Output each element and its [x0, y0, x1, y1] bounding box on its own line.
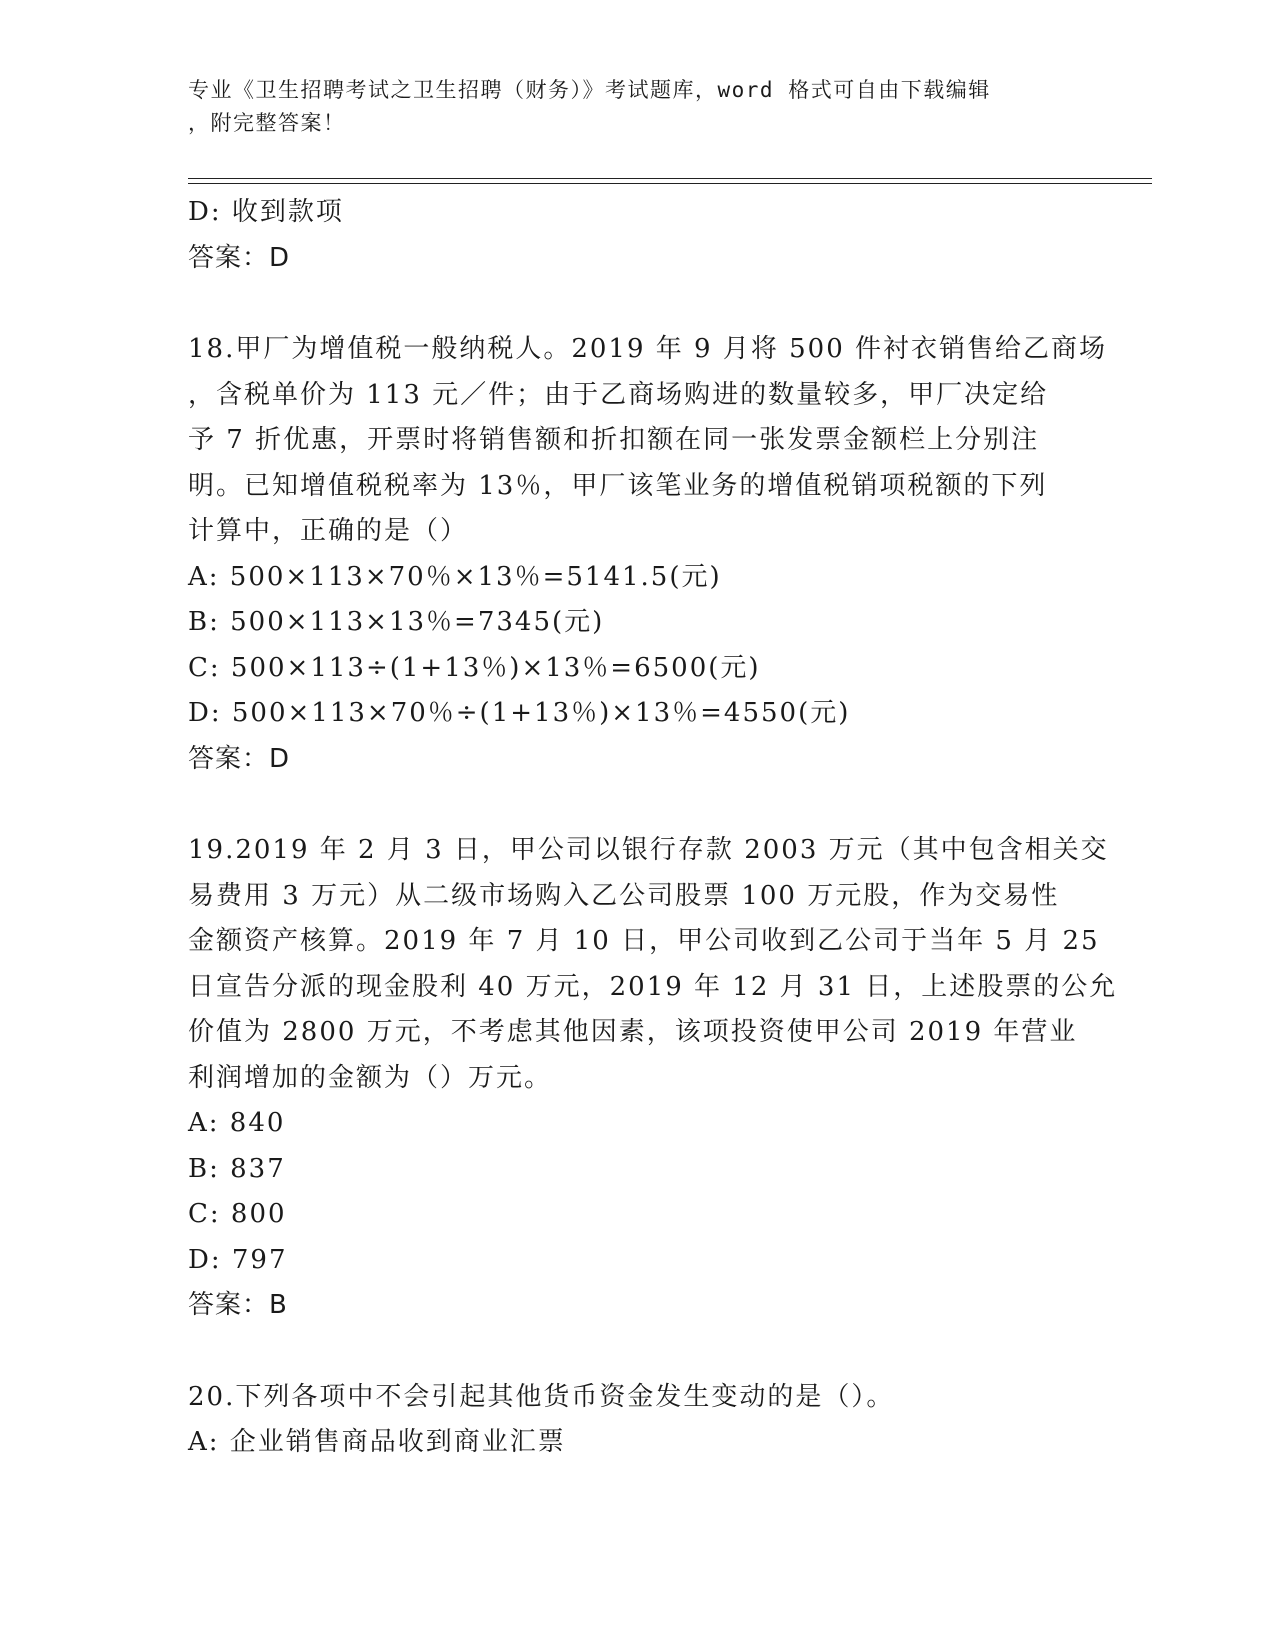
option-a: A: 企业销售商品收到商业汇票 — [188, 1427, 566, 1457]
header-divider-bottom — [188, 183, 1152, 184]
option-a: A: 500×113×70％×13％=5141.5(元) — [188, 561, 722, 592]
question-stem-line: 价值为 2800 万元，不考虑其他因素，该项投资使甲公司 2019 年营业 — [188, 1017, 1078, 1047]
question-stem-line: ，含税单价为 113 元／件；由于乙商场购进的数量较多，甲厂决定给 — [188, 379, 1049, 410]
answer-line: 答案：D — [188, 242, 291, 273]
question-stem-line: 明。已知增值税税率为 13％，甲厂该笔业务的增值税销项税额的下列 — [188, 470, 1048, 501]
document-header — [188, 74, 1088, 140]
option-d: D: 797 — [188, 1244, 288, 1275]
question-17-tail — [188, 190, 1088, 281]
option-d: D: 500×113×70％÷(1+13％)×13％=4550(元) — [188, 698, 851, 728]
answer-line: 答案：D — [188, 743, 291, 774]
option-d: D: 收到款项 — [188, 197, 344, 227]
option-b: B: 500×113×13％=7345(元) — [188, 607, 605, 637]
question-stem-line: 易费用 3 万元）从二级市场购入乙公司股票 100 万元股，作为交易性 — [188, 880, 1060, 911]
question-19 — [188, 828, 1118, 1329]
header-line-2: ，附完整答案！ — [188, 111, 346, 135]
option-c: C: 500×113÷(1+13％)×13％=6500(元) — [188, 652, 761, 683]
question-18 — [188, 327, 1108, 782]
question-stem-line: 计算中，正确的是（） — [188, 516, 469, 546]
question-content — [188, 190, 1118, 1466]
option-c: C: 800 — [188, 1199, 287, 1229]
question-stem-line: 日宣告分派的现金股利 40 万元，2019 年 12 月 31 日，上述股票的公允 — [188, 971, 1118, 1002]
question-stem-line: 予 7 折优惠，开票时将销售额和折扣额在同一张发票金额栏上分别注 — [188, 425, 1040, 455]
question-stem-line: 20.下列各项中不会引起其他货币资金发生变动的是（）。 — [188, 1381, 895, 1412]
header-divider-top — [188, 178, 1152, 179]
header-line-1: 专业《卫生招聘考试之卫生招聘（财务）》考试题库，word 格式可自由下载编辑 — [188, 78, 991, 102]
question-stem-line: 19.2019 年 2 月 3 日，甲公司以银行存款 2003 万元（其中包含相关交 — [188, 835, 1109, 865]
question-20 — [188, 1375, 1088, 1466]
answer-line: 答案：B — [188, 1290, 288, 1320]
question-stem-line: 利润增加的金额为（）万元。 — [188, 1062, 553, 1093]
option-a: A: 840 — [188, 1108, 286, 1138]
question-stem-line: 18.甲厂为增值税一般纳税人。2019 年 9 月将 500 件衬衣销售给乙商场 — [188, 334, 1108, 364]
question-stem-line: 金额资产核算。2019 年 7 月 10 日，甲公司收到乙公司于当年 5 月 25 — [188, 926, 1100, 956]
option-b: B: 837 — [188, 1153, 286, 1184]
